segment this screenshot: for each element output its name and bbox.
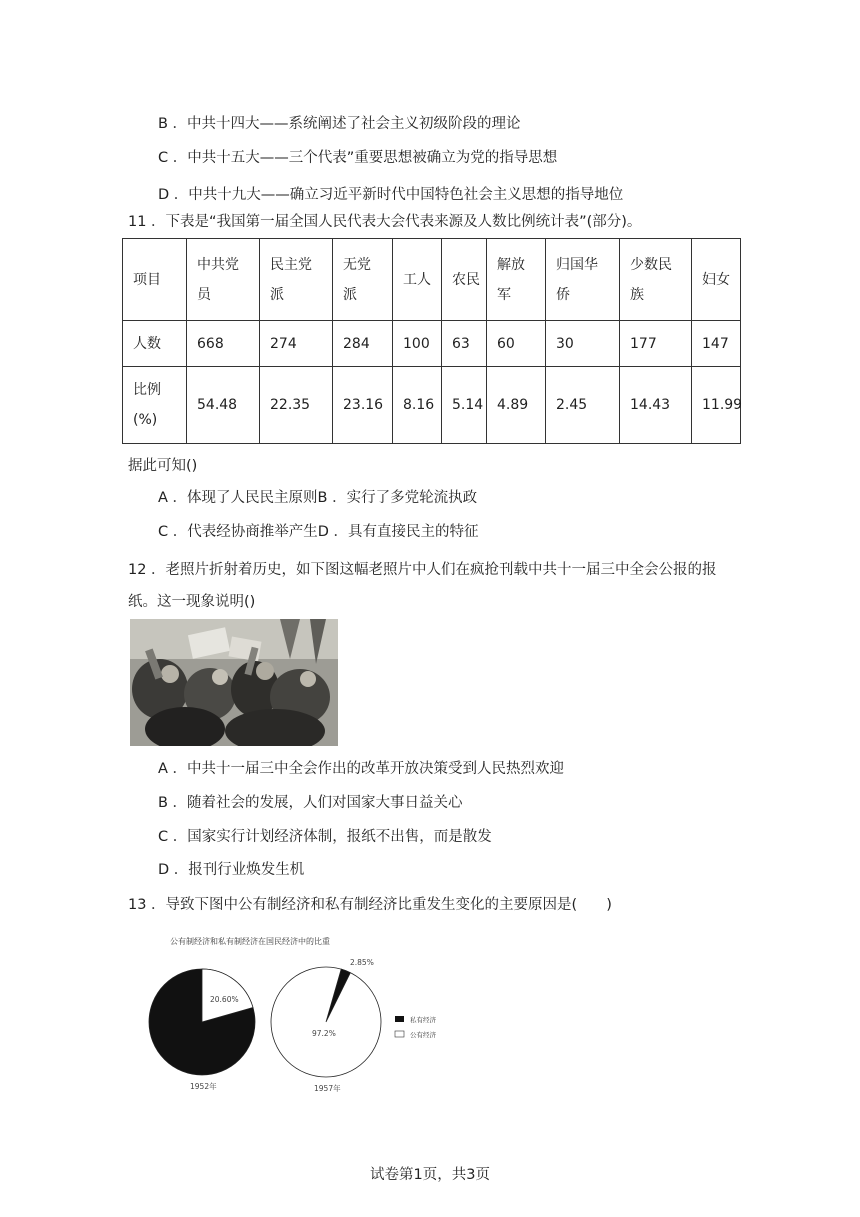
table-cell: 668 — [187, 321, 260, 367]
data-label: 2.85% — [350, 958, 374, 967]
table-cell: 5.14 — [442, 367, 487, 444]
table-cell: 14.43 — [620, 367, 692, 444]
q12-stem-line1: 12 ．老照片折射着历史，如下图这幅老照片中人们在疯抢刊载中共十一届三中全会公报的报 — [128, 562, 717, 578]
legend-swatch-public — [395, 1031, 404, 1037]
table-cell: 284 — [333, 321, 393, 367]
pie-year-label: 1957年 — [314, 1084, 341, 1093]
q13-stem: 13 ．导致下图中公有制经济和私有制经济比重发生变化的主要原因是( ) — [128, 897, 612, 913]
q12-option-d: D ．报刊行业焕发生机 — [158, 862, 305, 878]
table-row — [123, 321, 741, 367]
table-row — [123, 367, 741, 444]
table-cell: 11.99 — [692, 367, 741, 444]
table-cell: 人数 — [123, 321, 187, 367]
data-label: 97.2% — [312, 1029, 336, 1038]
page-footer: 试卷第1页，共3页 — [370, 1167, 490, 1183]
q10-option-c: C ．中共十五大——三个代表”重要思想被确立为党的指导思想 — [158, 150, 558, 166]
q11-prompt: 据此可知() — [128, 458, 198, 474]
table-cell: 23.16 — [333, 367, 393, 444]
table-cell: 100 — [393, 321, 442, 367]
delegates-table — [122, 238, 741, 444]
table-header-cell: 项目 — [123, 239, 187, 321]
q11-stem: 11 ．下表是“我国第一届全国人民代表大会代表来源及人数比例统计表”(部分)。 — [128, 214, 642, 230]
table-cell: 54.48 — [187, 367, 260, 444]
table-header-row — [123, 239, 741, 321]
q11-options-ab: A ．体现了人民民主原则B ．实行了多党轮流执政 — [158, 490, 478, 506]
legend-label-private: 私有经济 — [410, 1016, 436, 1024]
table-header-cell: 解放 军 — [487, 239, 546, 321]
table-header-cell: 妇女 — [692, 239, 741, 321]
q10-option-b: B ．中共十四大——系统阐述了社会主义初级阶段的理论 — [158, 116, 521, 132]
table-cell: 8.16 — [393, 367, 442, 444]
table-header-cell: 归国华 侨 — [546, 239, 620, 321]
table-header-cell: 少数民 族 — [620, 239, 692, 321]
q10-option-d: D ．中共十九大——确立习近平新时代中国特色社会主义思想的指导地位 — [158, 187, 624, 203]
table-cell: 30 — [546, 321, 620, 367]
legend-swatch-private — [395, 1016, 404, 1022]
q12-option-b: B ．随着社会的发展，人们对国家大事日益关心 — [158, 795, 463, 811]
table-cell: 177 — [620, 321, 692, 367]
table-header-cell: 工人 — [393, 239, 442, 321]
q11-options-cd: C ．代表经协商推举产生D ．具有直接民主的特征 — [158, 524, 479, 540]
table-cell: 274 — [260, 321, 333, 367]
table-header-cell: 无党 派 — [333, 239, 393, 321]
newspaper-crowd-photo — [130, 619, 338, 746]
table-cell: 147 — [692, 321, 741, 367]
table-header-cell: 中共党 员 — [187, 239, 260, 321]
q12-stem-line2: 纸。这一现象说明() — [128, 594, 256, 610]
crowd-photo-illustration — [130, 619, 338, 746]
table-header-cell: 民主党 派 — [260, 239, 333, 321]
table-cell: 22.35 — [260, 367, 333, 444]
ownership-pie-chart — [140, 930, 600, 1100]
table-cell: 60 — [487, 321, 546, 367]
table-cell: 63 — [442, 321, 487, 367]
q12-option-a: A ．中共十一届三中全会作出的改革开放决策受到人民热烈欢迎 — [158, 761, 565, 777]
table-cell: 4.89 — [487, 367, 546, 444]
pie-year-label: 1952年 — [190, 1082, 217, 1091]
q12-option-c: C ．国家实行计划经济体制，报纸不出售，而是散发 — [158, 829, 492, 845]
table-cell: 2.45 — [546, 367, 620, 444]
table-cell: 比例 (%) — [123, 367, 187, 444]
data-label: 20.60% — [210, 995, 239, 1004]
legend-label-public: 公有经济 — [410, 1031, 436, 1039]
table-header-cell: 农民 — [442, 239, 487, 321]
pie-group — [149, 958, 381, 1093]
chart-title: 公有制经济和私有制经济在国民经济中的比重 — [170, 937, 330, 946]
